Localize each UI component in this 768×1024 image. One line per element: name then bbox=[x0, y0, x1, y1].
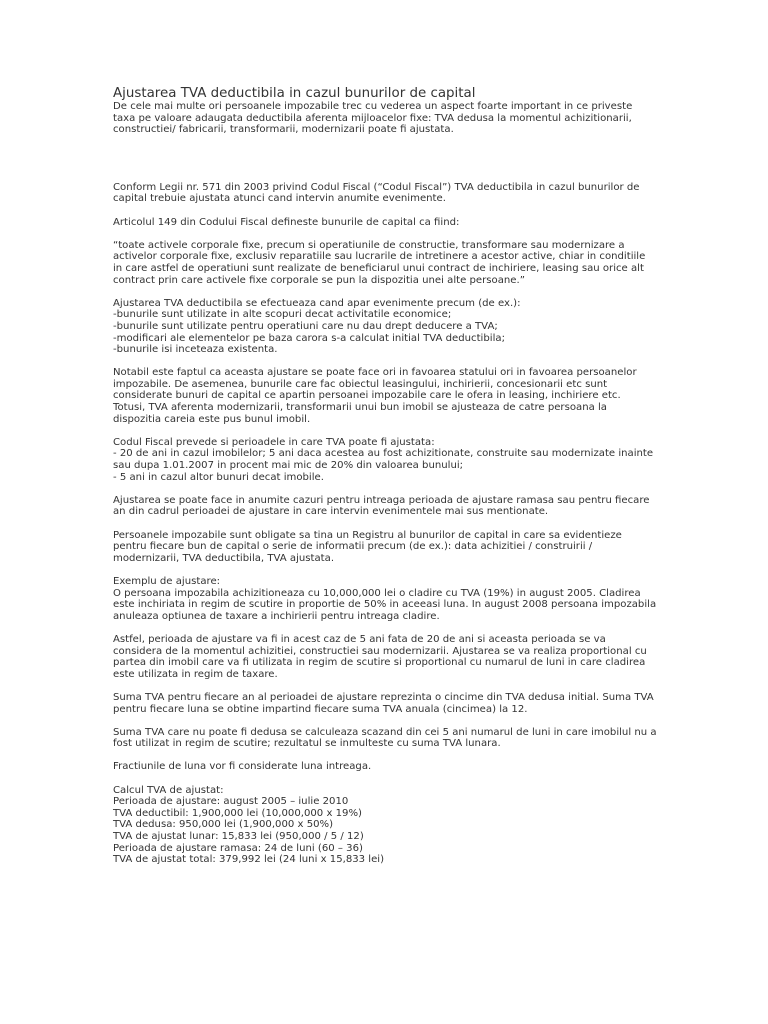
text-line: activelor corporale fixe, exclusiv reparatiile sau lucrarile de intretinere a acestor active, chiar in conditiile bbox=[113, 251, 646, 263]
text-line: taxa pe valoare adaugata deductibila aferenta mijloacelor fixe: TVA dedusa la momentul achizitionarii, bbox=[113, 112, 632, 124]
text-line: considera de la momentul achizitiei, constructiei sau modernizarii. Ajustarea se va realiza proportional cu bbox=[113, 645, 647, 657]
text-line: pentru fiecare luna se obtine impartind fiecare suma TVA anuala (cincimea) la 12. bbox=[113, 703, 528, 715]
text-line: dispozitia careia este pus bunul imobil. bbox=[113, 413, 311, 425]
text-line: Astfel, perioada de ajustare va fi in acest caz de 5 ani fata de 20 de ani si aceasta perioada se va bbox=[113, 633, 606, 645]
text-line: -bunurile isi inceteaza existenta. bbox=[113, 344, 278, 356]
text-line: an din cadrul perioadei de ajustare in care intervin evenimentele mai sus mentionate. bbox=[113, 506, 549, 518]
text-line: De cele mai multe ori persoanele impozabile trec cu vederea un aspect foarte important in ce priveste bbox=[113, 101, 633, 112]
text-line: capital trebuie ajustata atunci cand intervin anumite evenimente. bbox=[113, 193, 446, 205]
text-line: in care astfel de operatiuni sunt realizate de beneficiarul unui contract de inchiriere, leasing sau orice alt bbox=[113, 262, 644, 274]
text-line: fost utilizat in regim de scutire; rezultatul se inmulteste cu suma TVA lunara. bbox=[113, 738, 501, 750]
text-line: impozabile. De asemenea, bunurile care fac obiectul leasingului, inchirierii, concesionarii etc sunt bbox=[113, 378, 608, 390]
text-line: constructiei/ fabricarii, transformarii, modernizarii poate fi ajustata. bbox=[113, 124, 454, 136]
text-line: pentru fiecare bun de capital o serie de informatii precum (de ex.): data achizitiei / construirii / bbox=[113, 541, 593, 553]
text-line: O persoana impozabila achizitioneaza cu 10,000,000 lei o cladire cu TVA (19%) in august 2005. Cladirea bbox=[113, 587, 641, 599]
paragraph-spacer bbox=[113, 205, 673, 217]
text-line: Conform Legii nr. 571 din 2003 privind Codul Fiscal (“Codul Fiscal”) TVA deductibila in cazul bunurilor de bbox=[113, 181, 640, 193]
paragraph bbox=[113, 634, 673, 680]
text-line: sau dupa 1.01.2007 in procent mai mic de 20% din valoarea bunului; bbox=[113, 460, 464, 472]
paragraph-spacer bbox=[113, 518, 673, 530]
text-line: Exemplu de ajustare: bbox=[113, 575, 221, 587]
text-line: - 20 de ani in cazul imobilelor; 5 ani daca acestea au fost achizitionate, construite sau modernizate inainte bbox=[113, 448, 654, 460]
paragraph-spacer bbox=[113, 483, 673, 495]
paragraph bbox=[113, 217, 673, 229]
text-line: -bunurile sunt utilizate in alte scopuri decat activitatile economice; bbox=[113, 309, 452, 321]
document-page bbox=[113, 86, 673, 866]
text-line: este inchiriata in regim de scutire in proportie de 50% in aceeasi luna. In august 2008 persoana impozabila bbox=[113, 599, 657, 611]
text-line: Codul Fiscal prevede si perioadele in care TVA poate fi ajustata: bbox=[113, 436, 435, 448]
text-line: Suma TVA care nu poate fi dedusa se calculeaza scazand din cei 5 ani numarul de luni in care imobilul nu a bbox=[113, 726, 657, 738]
document-title: Ajustarea TVA deductibila in cazul bunurilor de capital bbox=[113, 86, 476, 101]
text-line: contract prin care activele fixe corporale se pun la dispozitia unei alte persoane.” bbox=[113, 274, 525, 286]
text-line: TVA de ajustat total: 379,992 lei (24 luni x 15,833 lei) bbox=[113, 854, 385, 866]
text-line: Ajustarea se poate face in anumite cazuri pentru intreaga perioada de ajustare ramasa sau pentru fiecare bbox=[113, 494, 650, 506]
text-line: -bunurile sunt utilizate pentru operatiuni care nu dau drept deducere a TVA; bbox=[113, 320, 498, 332]
paragraph-spacer bbox=[113, 228, 673, 240]
paragraph-spacer bbox=[113, 356, 673, 368]
paragraph bbox=[113, 692, 673, 715]
paragraph bbox=[113, 101, 673, 136]
text-line: anuleaza optiunea de taxare a inchirierii pentru intreaga cladire. bbox=[113, 610, 440, 622]
text-line: Calcul TVA de ajustat: bbox=[113, 784, 224, 796]
text-line: -modificari ale elementelor pe baza carora s-a calculat initial TVA deductibila; bbox=[113, 332, 505, 344]
paragraph-spacer bbox=[113, 715, 673, 727]
paragraph bbox=[113, 530, 673, 565]
document-body bbox=[113, 101, 673, 866]
paragraph bbox=[113, 437, 673, 483]
text-line: TVA deductibil: 1,900,000 lei (10,000,000 x 19%) bbox=[113, 807, 362, 819]
text-line: modernizarii, TVA deductibila, TVA ajustata. bbox=[113, 552, 335, 564]
paragraph-spacer bbox=[113, 773, 673, 785]
text-line: Totusi, TVA aferenta modernizarii, transformarii unui bun imobil se ajusteaza de catre persoana la bbox=[113, 402, 607, 414]
paragraph-spacer bbox=[113, 564, 673, 576]
paragraph bbox=[113, 182, 673, 205]
paragraph bbox=[113, 240, 673, 286]
text-line: Perioada de ajustare ramasa: 24 de luni (60 – 36) bbox=[113, 842, 363, 854]
paragraph bbox=[113, 761, 673, 773]
text-line: Notabil este faptul ca aceasta ajustare se poate face ori in favoarea statului ori in favoarea persoanelor bbox=[113, 367, 637, 379]
text-line: - 5 ani in cazul altor bunuri decat imobile. bbox=[113, 471, 324, 483]
paragraph-spacer bbox=[113, 622, 673, 634]
text-line: Persoanele impozabile sunt obligate sa tina un Registru al bunurilor de capital in care sa evidentieze bbox=[113, 529, 622, 541]
paragraph bbox=[113, 785, 673, 866]
text-line: Articolul 149 din Codului Fiscal defineste bunurile de capital ca fiind: bbox=[113, 216, 460, 228]
text-line: “toate activele corporale fixe, precum si operatiunile de constructie, transformare sau modernizare a bbox=[113, 239, 625, 251]
text-line: Suma TVA pentru fiecare an al perioadei de ajustare reprezinta o cincime din TVA dedusa initial. Suma TVA bbox=[113, 691, 654, 703]
text-line: TVA dedusa: 950,000 lei (1,900,000 x 50%) bbox=[113, 819, 334, 831]
text-line: este utilizata in regim de taxare. bbox=[113, 668, 278, 680]
paragraph-spacer bbox=[113, 750, 673, 762]
text-line: partea din imobil care va fi utilizata in regim de scutire si proportional cu numarul de luni in care cladirea bbox=[113, 657, 646, 669]
text-line: TVA de ajustat lunar: 15,833 lei (950,000 / 5 / 12) bbox=[113, 831, 364, 843]
paragraph-spacer bbox=[113, 680, 673, 692]
paragraph-spacer bbox=[113, 136, 673, 182]
paragraph bbox=[113, 298, 673, 356]
text-line: Perioada de ajustare: august 2005 – iulie 2010 bbox=[113, 796, 349, 808]
paragraph bbox=[113, 367, 673, 425]
text-line: Ajustarea TVA deductibila se efectueaza cand apar evenimente precum (de ex.): bbox=[113, 297, 521, 309]
text-line: Fractiunile de luna vor fi considerate luna intreaga. bbox=[113, 761, 372, 773]
paragraph-spacer bbox=[113, 425, 673, 437]
paragraph-spacer bbox=[113, 286, 673, 298]
paragraph bbox=[113, 576, 673, 622]
paragraph bbox=[113, 727, 673, 750]
text-line: considerate bunuri de capital ce apartin persoanei impozabile care le ofera in leasing, inchiriere etc. bbox=[113, 390, 621, 402]
paragraph bbox=[113, 495, 673, 518]
